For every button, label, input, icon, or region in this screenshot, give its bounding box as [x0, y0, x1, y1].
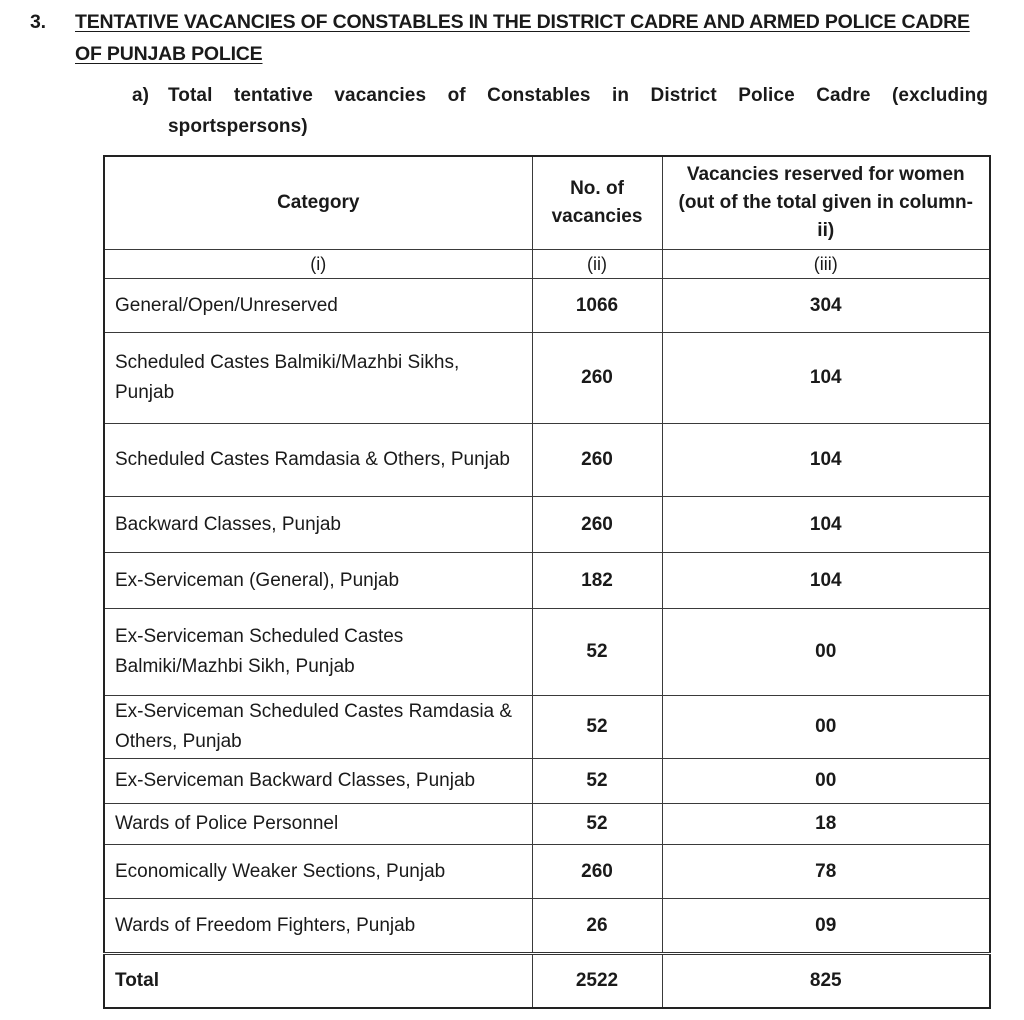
women-cell: 104	[662, 424, 990, 497]
category-cell: Ex-Serviceman Scheduled Castes Balmiki/Mazhbi Sikh, Punjab	[104, 609, 532, 696]
total-label: Total	[104, 954, 532, 1009]
vacancies-cell: 260	[532, 424, 662, 497]
category-cell: Scheduled Castes Ramdasia & Others, Punjab	[104, 424, 532, 497]
category-cell: Economically Weaker Sections, Punjab	[104, 845, 532, 899]
vacancies-cell: 260	[532, 845, 662, 899]
vacancies-cell: 1066	[532, 279, 662, 333]
header-category: Category	[104, 156, 532, 250]
table-row	[104, 279, 990, 333]
total-women: 825	[662, 954, 990, 1009]
women-cell: 104	[662, 553, 990, 609]
table-row	[104, 759, 990, 804]
category-cell: Backward Classes, Punjab	[104, 497, 532, 553]
category-cell: Ex-Serviceman Scheduled Castes Ramdasia & Others, Punjab	[104, 696, 532, 759]
column-number: (i)	[104, 250, 532, 279]
vacancies-cell: 52	[532, 609, 662, 696]
category-cell: Wards of Police Personnel	[104, 804, 532, 845]
table-row	[104, 424, 990, 497]
header-vacancies: No. of vacancies	[532, 156, 662, 250]
women-cell: 104	[662, 497, 990, 553]
table-row	[104, 845, 990, 899]
category-cell: Wards of Freedom Fighters, Punjab	[104, 899, 532, 954]
column-number: (iii)	[662, 250, 990, 279]
table-row	[104, 553, 990, 609]
women-cell: 18	[662, 804, 990, 845]
subsection-marker: a)	[132, 85, 150, 106]
section-title: TENTATIVE VACANCIES OF CONSTABLES IN THE DISTRICT CADRE AND ARMED POLICE CADRE OF PUNJAB POLICE	[75, 11, 970, 65]
vacancies-cell: 260	[532, 333, 662, 424]
table-row	[104, 497, 990, 553]
women-cell: 00	[662, 609, 990, 696]
column-number-row	[104, 250, 990, 279]
vacancies-cell: 260	[532, 497, 662, 553]
table-row	[104, 696, 990, 759]
column-number: (ii)	[532, 250, 662, 279]
women-cell: 00	[662, 696, 990, 759]
total-row	[104, 954, 990, 1009]
total-vacancies: 2522	[532, 954, 662, 1009]
category-cell: Ex-Serviceman Backward Classes, Punjab	[104, 759, 532, 804]
table-row	[104, 333, 990, 424]
vacancies-cell: 52	[532, 696, 662, 759]
table-row	[104, 804, 990, 845]
header-women: Vacancies reserved for women (out of the total given in column-ii)	[662, 156, 990, 250]
women-cell: 304	[662, 279, 990, 333]
section-number: 3.	[30, 11, 46, 33]
subsection-title: Total tentative vacancies of Constables in District Police Cadre (excluding sportspersons)	[168, 85, 988, 137]
vacancies-cell: 26	[532, 899, 662, 954]
women-cell: 00	[662, 759, 990, 804]
women-cell: 78	[662, 845, 990, 899]
table-header-row	[104, 156, 990, 250]
category-cell: Scheduled Castes Balmiki/Mazhbi Sikhs, Punjab	[104, 333, 532, 424]
category-cell: Ex-Serviceman (General), Punjab	[104, 553, 532, 609]
women-cell: 104	[662, 333, 990, 424]
category-cell: General/Open/Unreserved	[104, 279, 532, 333]
vacancies-cell: 182	[532, 553, 662, 609]
table-row	[104, 899, 990, 954]
vacancies-table	[103, 155, 991, 1009]
women-cell: 09	[662, 899, 990, 954]
vacancies-cell: 52	[532, 759, 662, 804]
vacancies-cell: 52	[532, 804, 662, 845]
table-row	[104, 609, 990, 696]
